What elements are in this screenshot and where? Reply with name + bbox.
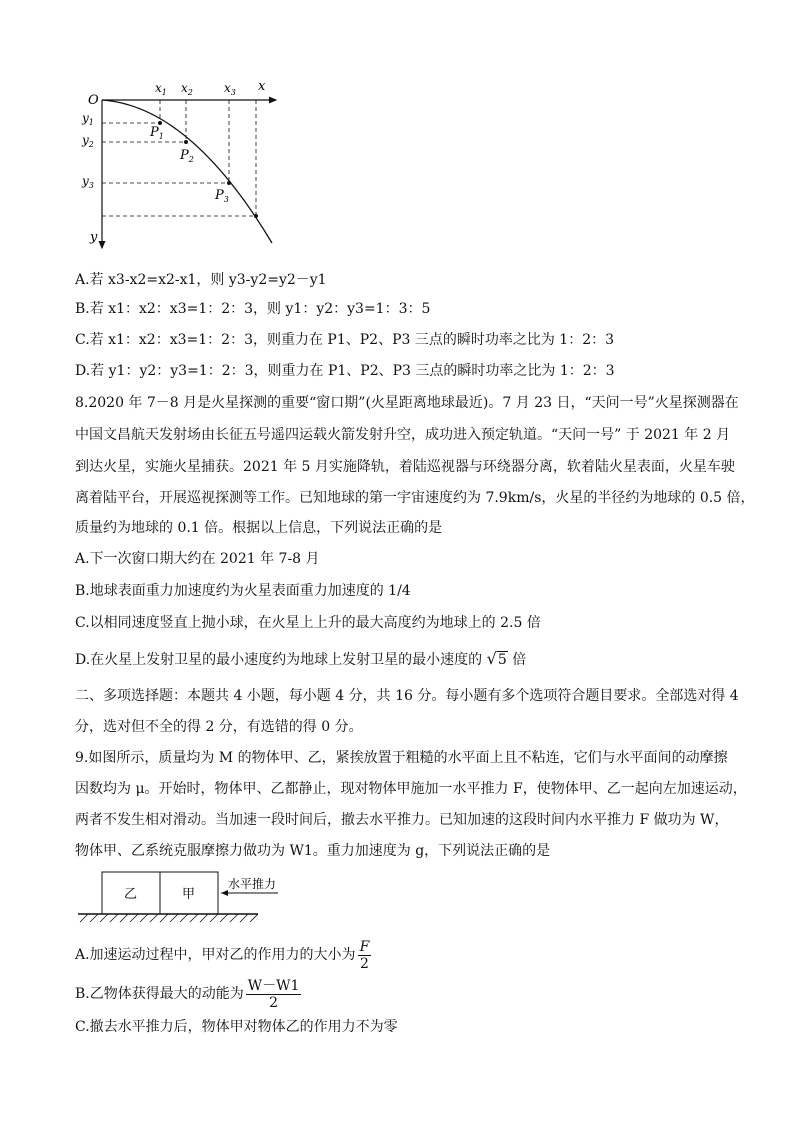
fraction-denominator: 2 (269, 994, 279, 1011)
y3-label: $y_3$ (82, 174, 94, 190)
q8-stem-line4: 离着陆平台，开展巡视探测等工作。已知地球的第一宇宙速度约为 7.9km/s，火星的半径约为地球的 0.5 倍， (75, 490, 755, 506)
fraction-w-minus-w1-over-2 (246, 978, 302, 1011)
trajectory-curve (102, 100, 272, 243)
q8-option-d-text: D.在火星上发射卫星的最小速度约为地球上发射卫星的最小速度的 (75, 652, 483, 668)
q9-stem-line1: 9.如图所示，质量均为 M 的物体甲、乙，紧挨放置于粗糙的水平面上且不粘连，它们与水平面间的动摩擦 (75, 750, 728, 766)
trajectory-figure (80, 78, 290, 253)
x2-label: $x_2$ (181, 81, 193, 97)
section2-line1: 二、多项选择题：本题共 4 小题，每小题 4 分，共 16 分。每小题有多个选项符合题目要求。全部选对得 4 (75, 688, 739, 704)
x3-label: $x_3$ (224, 81, 236, 97)
q9-stem-line3: 两者不发生相对滑动。当加速一段时间后，撤去水平推力。已知加速的这段时间内水平推力 F 做功为 W， (75, 812, 729, 828)
point-p2 (184, 140, 188, 144)
q7-option-c: C.若 x1：x2：x3=1：2：3，则重力在 P1、P2、P3 三点的瞬时功率之比为 1：2：3 (75, 332, 615, 348)
q9-option-b (75, 974, 303, 1014)
q8-stem-line2: 中国文昌航天发射场由长征五号遥四运载火箭发射升空，成功进入预定轨道。“天问一号” 于 2021 年 2 月 (75, 427, 731, 443)
q9-option-a (75, 935, 373, 975)
q8-option-c: C.以相同速度竖直上抛小球，在火星上上升的最大高度约为地球上的 2.5 倍 (75, 615, 541, 631)
sqrt-radicand: 5 (497, 652, 507, 668)
q7-option-b: B.若 x1：x2：x3=1：2：3，则 y1：y2：y3=1：3：5 (75, 301, 431, 317)
p1-label: $P_1$ (150, 125, 164, 141)
y1-label: $y_1$ (82, 111, 94, 127)
fraction-denominator: 2 (359, 955, 369, 972)
q8-stem-line3: 到达火星，实施火星捕获。2021 年 5 月实施降轨，着陆巡视器与环绕器分离，软着陆火星表面，火星车驶 (75, 459, 735, 475)
y2-label: $y_2$ (82, 133, 94, 149)
q8-option-a: A.下一次窗口期大约在 2021 年 7-8 月 (75, 551, 320, 567)
blocks-figure (78, 868, 298, 928)
q7-option-d: D.若 y1：y2：y3=1：2：3，则重力在 P1、P2、P3 三点的瞬时功率之比为 1：2：3 (75, 363, 615, 379)
sqrt-expression: √5 (486, 649, 507, 668)
fraction-numerator: W－W1 (247, 977, 300, 994)
q9-option-a-text: A.加速运动过程中，甲对乙的作用力的大小为 (75, 947, 356, 963)
x1-label: $x_1$ (155, 81, 167, 97)
block-jia-label: 甲 (182, 887, 196, 902)
point-p3 (227, 181, 231, 185)
p2-label: $P_2$ (180, 148, 194, 164)
q8-option-b: B.地球表面重力加速度约为火星表面重力加速度的 1/4 (75, 583, 411, 599)
p3-label: $P_3$ (215, 188, 229, 204)
point-p4 (254, 214, 258, 218)
q8-stem-line5: 质量约为地球的 0.1 倍。根据以上信息，下列说法正确的是 (75, 520, 443, 536)
q9-option-c: C.撤去水平推力后，物体甲对物体乙的作用力不为零 (75, 1019, 398, 1035)
q9-option-b-text: B.乙物体获得最大的动能为 (75, 986, 244, 1002)
section2-line2: 分，选对但不全的得 2 分，有选错的得 0 分。 (75, 719, 363, 735)
q8-option-d (75, 649, 526, 670)
y-axis-label: y (90, 230, 98, 245)
origin-label: O (88, 93, 99, 108)
q7-option-a: A.若 x3-x2=x2-x1，则 y3-y2=y2－y1 (75, 272, 327, 288)
force-label: 水平推力 (228, 877, 277, 891)
ground-hatch (80, 914, 258, 922)
q9-stem-line4: 物体甲、乙系统克服摩擦力做功为 W1。重力加速度为 g，下列说法正确的是 (75, 843, 551, 859)
fraction-f-over-2 (358, 939, 372, 972)
block-yi-label: 乙 (124, 887, 138, 902)
q8-stem-line1: 8.2020 年 7－8 月是火星探测的重要“窗口期”(火星距离地球最近)。7 月 23 日，“天问一号”火星探测器在 (75, 395, 739, 411)
q8-option-d-suffix: 倍 (512, 652, 527, 668)
x-axis-label: x (258, 79, 266, 94)
q9-stem-line2: 因数均为 μ。开始时，物体甲、乙都静止，现对物体甲施加一水平推力 F，使物体甲、乙一起向左加速运动， (75, 781, 747, 797)
fraction-numerator: F (359, 938, 370, 955)
